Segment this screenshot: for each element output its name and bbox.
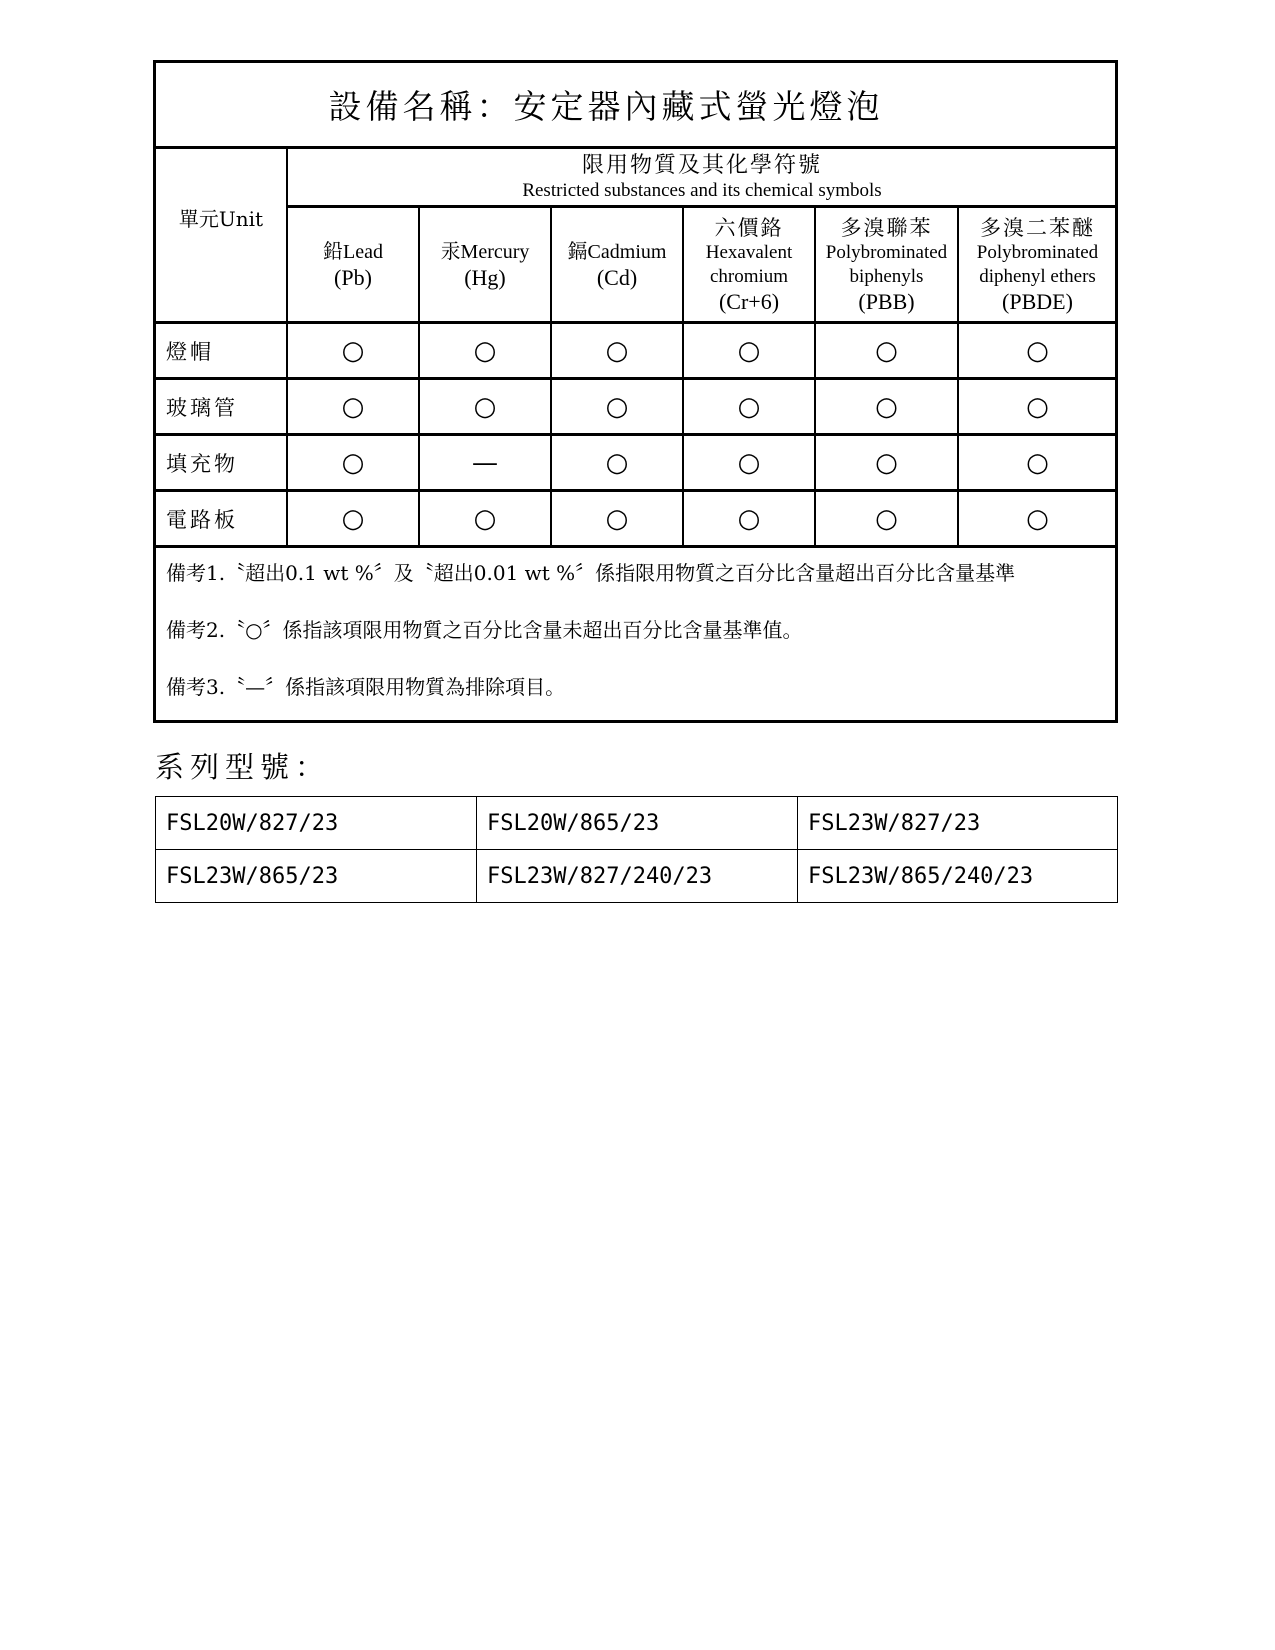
mark-cell: ○: [552, 436, 684, 492]
row-label-filler: 填充物: [156, 436, 288, 492]
mark-cell: ○: [684, 380, 816, 436]
substance-mercury: [420, 208, 552, 324]
mark-cell: ○: [816, 492, 959, 548]
restricted-en: Restricted substances and its chemical symbols: [522, 179, 882, 201]
rohs-table: [153, 60, 1118, 723]
mark-cell: ○: [816, 436, 959, 492]
remark-1: 備考1.〝超出0.1 wt %〞及〝超出0.01 wt %〞係指限用物質之百分比含量超出百分比含量基準: [166, 561, 1016, 585]
model-cell: FSL23W/865/23: [156, 850, 477, 902]
remark-2: 備考2.〝○〞係指該項限用物質之百分比含量未超出百分比含量基準值。: [166, 618, 803, 642]
substance-name: 鎘Cadmium: [567, 240, 667, 263]
row-label-lamp-cap: 燈帽: [156, 324, 288, 380]
substance-cadmium: [552, 208, 684, 324]
mark-cell: ○: [959, 380, 1116, 436]
mark-cell: ○: [959, 436, 1116, 492]
remarks: [156, 548, 1116, 717]
substance-lead: [288, 208, 420, 324]
mark-cell: ○: [816, 324, 959, 380]
mark-cell: ○: [288, 324, 420, 380]
substance-name: 鉛Lead: [323, 240, 383, 263]
substance-symbol: (Hg): [464, 264, 506, 290]
substance-name-en: Hexavalent chromium: [705, 241, 793, 287]
substance-symbol: (PBB): [858, 288, 915, 314]
substance-symbol: (Pb): [334, 264, 372, 290]
substance-symbol: (Cr+6): [718, 288, 780, 314]
model-cell: FSL23W/827/23: [798, 797, 1117, 850]
mark-cell: —: [420, 436, 552, 492]
mark-cell: ○: [420, 492, 552, 548]
mark-cell: ○: [420, 380, 552, 436]
series-model-heading: 系列型號：: [155, 750, 331, 784]
substance-hexavalent-chromium: [684, 208, 816, 324]
series-model-table: [155, 796, 1118, 903]
mark-cell: ○: [959, 324, 1116, 380]
substance-pbde: [959, 208, 1116, 324]
substance-symbol: (PBDE): [1002, 288, 1073, 314]
model-cell: FSL20W/827/23: [156, 797, 477, 850]
row-label-glass-tube: 玻璃管: [156, 380, 288, 436]
mark-cell: ○: [684, 324, 816, 380]
restricted-zh: 限用物質及其化學符號: [581, 152, 822, 178]
mark-cell: ○: [684, 492, 816, 548]
mark-cell: ○: [552, 324, 684, 380]
substance-name: 汞Mercury: [440, 240, 530, 263]
mark-cell: ○: [288, 380, 420, 436]
model-cell: FSL23W/827/240/23: [477, 850, 798, 902]
mark-cell: ○: [420, 324, 552, 380]
model-cell: FSL20W/865/23: [477, 797, 798, 850]
substance-name-zh: 六價鉻: [714, 215, 784, 240]
mark-cell: ○: [684, 436, 816, 492]
substance-symbol: (Cd): [596, 264, 638, 290]
unit-header: 單元Unit: [156, 149, 288, 324]
mark-cell: ○: [552, 380, 684, 436]
substance-pbb: [816, 208, 959, 324]
mark-cell: ○: [288, 436, 420, 492]
mark-cell: ○: [959, 492, 1116, 548]
substance-name-en: Polybrominated diphenyl ethers: [976, 241, 1099, 287]
model-cell: FSL23W/865/240/23: [808, 863, 1034, 889]
substance-name-en: Polybrominated biphenyls: [825, 241, 948, 287]
substance-name-zh: 多溴聯苯: [840, 215, 933, 240]
mark-cell: ○: [552, 492, 684, 548]
remark-3: 備考3.〝—〞係指該項限用物質為排除項目。: [166, 675, 566, 699]
substance-name-zh: 多溴二苯醚: [980, 215, 1095, 240]
mark-cell: ○: [288, 492, 420, 548]
equipment-title: 設備名稱：安定器內藏式螢光燈泡: [156, 63, 1116, 149]
row-label-circuit-board: 電路板: [156, 492, 288, 548]
restricted-substances-header: [288, 149, 1116, 208]
mark-cell: ○: [816, 380, 959, 436]
